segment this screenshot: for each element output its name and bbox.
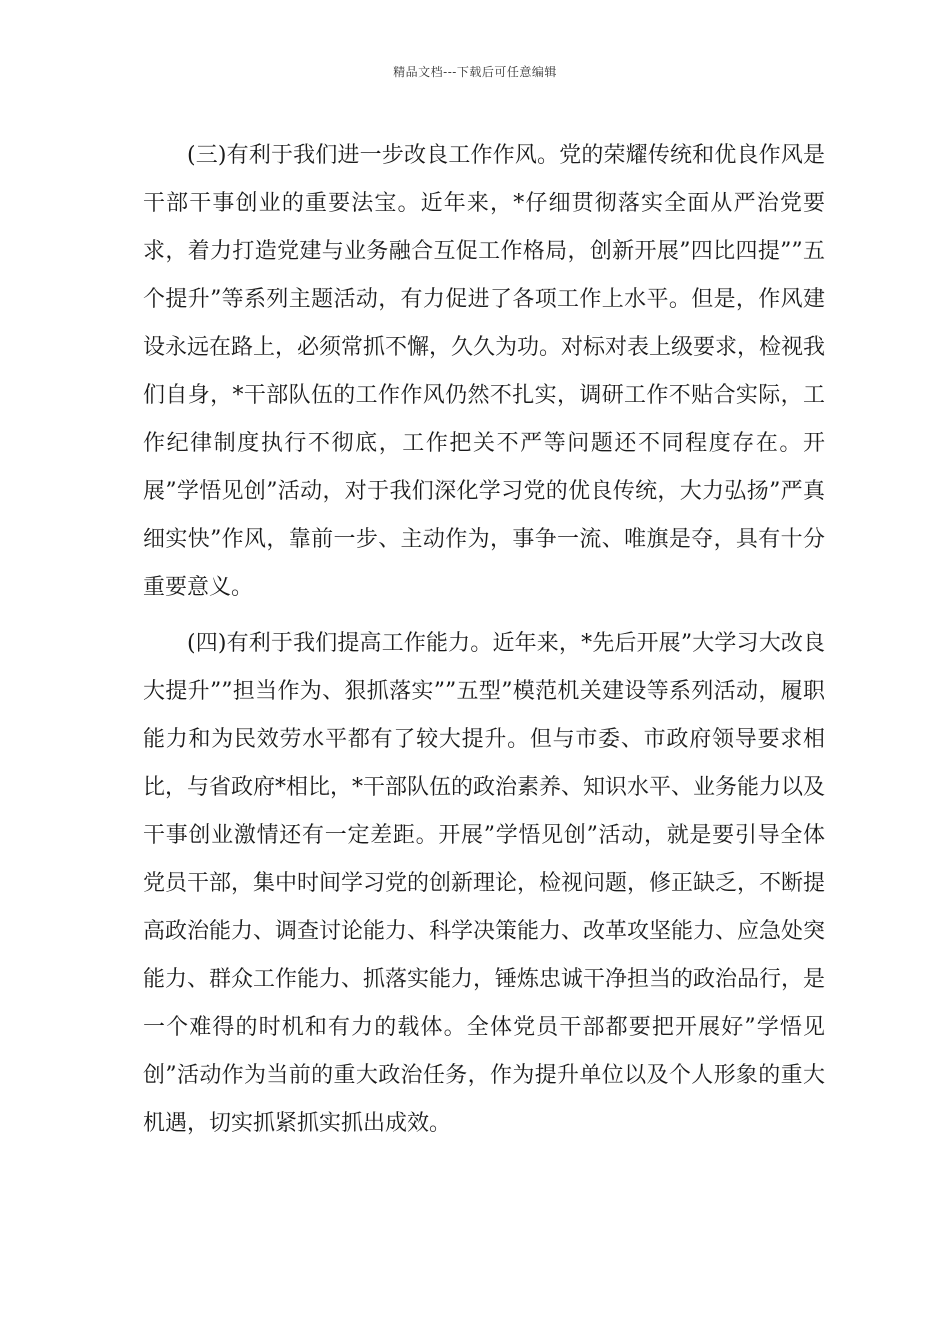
paragraph-three: (三)有利于我们进一步改良工作作风。党的荣耀传统和优良作风是干部干事创业的重要法宝。近年来，*仔细贯彻落实全面从严治党要求，着力打造党建与业务融合互促工作格局，创新开展”四比四提””五个提升”等系列主题活动，有力促进了各项工作上水平。但是，作风建设永远在路上，必须常抓不懈，久久为功。对标对表上级要求，检视我们自身，*干部队伍的工作作风仍然不扎实，调研工作不贴合实际，工作纪律制度执行不彻底，工作把关不严等问题还不同程度存在。开展”学悟见创”活动，对于我们深化学习党的优良传统，大力弘扬”严真细实快”作风，靠前一步、主动作为，事争一流、唯旗是夺，具有十分重要意义。 [143,143,826,600]
paragraph-four: (四)有利于我们提高工作能力。近年来，*先后开展”大学习大改良大提升””担当作为、狠抓落实””五型”模范机关建设等系列活动，履职能力和为民效劳水平都有了较大提升。但与市委、市政府领导要求相比，与省政府*相比，*干部队伍的政治素养、知识水平、业务能力以及干事创业激情还有一定差距。开展”学悟见创”活动，就是要引导全体党员干部，集中时间学习党的创新理论，检视问题，修正缺乏，不断提高政治能力、调查讨论能力、科学决策能力、改革攻坚能力、应急处突能力、群众工作能力、抓落实能力，锤炼忠诚干净担当的政治品行，是一个难得的时机和有力的载体。全体党员干部都要把开展好”学悟见创”活动作为当前的重大政治任务，作为提升单位以及个人形象的重大机遇，切实抓紧抓实抓出成效。 [143,631,826,1136]
header-note: 精品文档---下载后可任意编辑 [393,65,557,79]
document-body [143,132,825,1156]
